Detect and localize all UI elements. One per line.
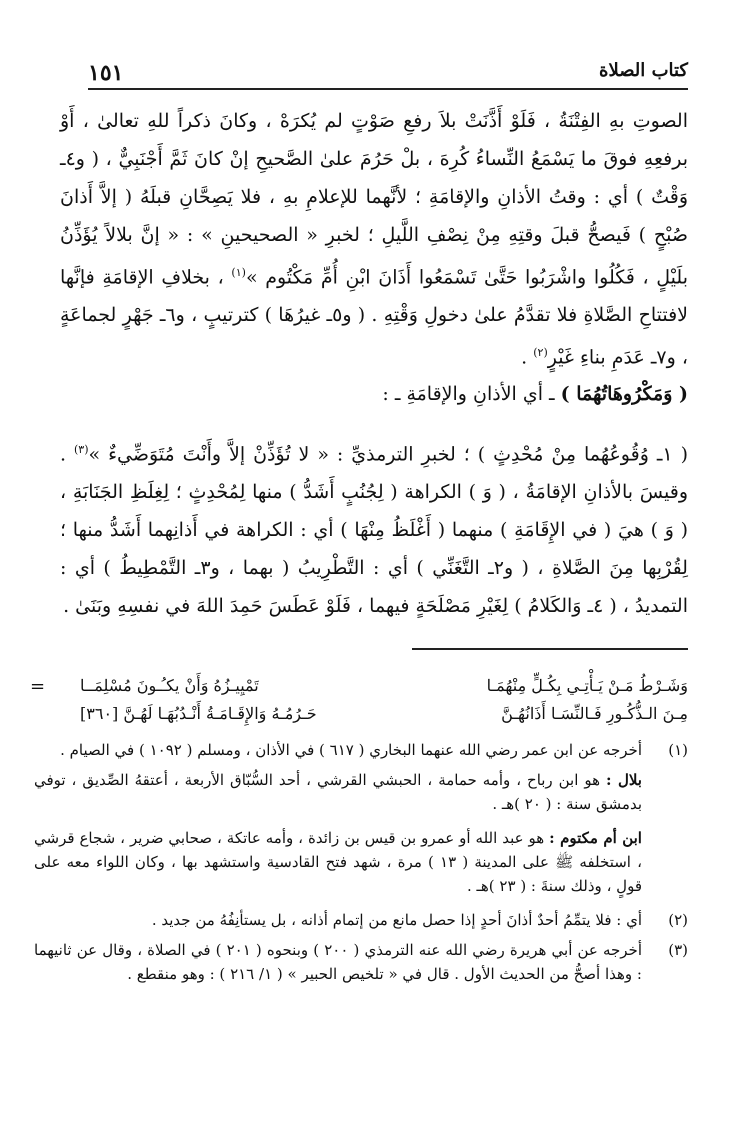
verse-hemistich-first: وَشَـرْطُ مَـنْ يَـأْتِـي بِكُـلٍّ مِنْهُمَـا [486, 676, 688, 695]
paragraph-text: ( ١ـ وُقُوعُهُما مِنْ مُحْدِثٍ ) ؛ لخبرِ الترمذيِّ : « لا تُؤَذِّنْ إلاَّ وأَنْتَ مُتَوَضِّيءٌ » [88, 442, 688, 465]
footnote-number: (٢) [668, 911, 688, 929]
paragraph-end: . [521, 346, 528, 369]
paragraph-makruhat [60, 431, 688, 625]
biography-bilal [34, 768, 642, 816]
paragraph-text: . وقيسَ بالأذانِ الإقامَةُ ، ( وَ ) الكراهة ( لِجُنُبٍ أَشَدُّ ) منها لِمُحْدِثٍ ؛ لِغِلَظِ الجَنَابَةِ ، ( وَ ) هيَ ( في الإِقَامَةِ ) منهما ( أَغْلَظُ مِنْهَا ) أي : الكراهة في أَذانِهما أَشَدُّ منها ؛ لِقُرْبِها مِنَ الصَّلاةِ ، ( و٢ـ التَّغَنِّي ) أي : التَّطْرِيبُ ( بهما ، و٣ـ التَّمْطِيطُ ) أي : التمديدُ ، ( ٤ـ وَالكَلامُ ) لِغَيْرِ مَصْلَحَةٍ فيهما ، فَلَوْ عَطَسَ حَمِدَ اللهَ في نفسِهِ وبَنَىٰ . [60, 442, 688, 617]
paragraph-text: ، بخلافِ الإقامَةِ فإنَّها لافتتاحِ الصَّلاةِ فلا تقدَّمُ علىٰ دخولِ وَقْتِهِ . ( و٥ـ غيرُهَا ) كترتيبٍ ، و٦ـ جَهْرٍ لجماعَةٍ ، و٧ـ عَدَمِ بناءِ غَيْرٍ [60, 266, 689, 369]
verse-line [80, 700, 688, 728]
footnote-3 [34, 938, 688, 986]
footnote-ref-3: (٣) [74, 442, 89, 456]
verse-hemistich-first: مِـنَ الـذُّكُـورِ فَـالنِّسَـا أَذَانُهُـنَّ [501, 704, 688, 723]
continuation-marker: = [30, 676, 46, 697]
heading-title: ( وَمَكْرُوهَاتُهُمَا ) [560, 382, 688, 405]
verse-block [80, 672, 688, 728]
verse-hemistich-second: تَمْيِيـزُهُ وَأَنْ يكـُـونَ مُسْلِمَــا [80, 676, 259, 695]
footnote-ref-1: (١) [231, 266, 246, 279]
biography-ibn-umm-maktum [34, 826, 642, 898]
footnote-1 [34, 738, 688, 762]
footnotes [34, 738, 688, 992]
footnote-ref-2: (٢) [533, 346, 548, 360]
biography-name: ابن أم مكتوم : [549, 829, 642, 847]
biography-text: هو عبد الله أو عمرو بن قيس بن زائدة ، وأمه عاتكة ، صحابي ضرير ، شجاع قرشي ، استخلفه ﷺ على المدينة ( ١٣ ) مرة ، شهد فتح القادسية واستشهد بها ، وكان اللواء معه على قولٍ ، وذلك سنةَ : ( ٢٣ )هـ . [34, 829, 642, 895]
heading-subtitle: ـ أي الأذانِ والإقامَةِ ـ : [382, 382, 555, 405]
biography-text: هو ابن رباح ، وأمه حمامة ، الحبشي القرشي ، أحد السُّبّاق الأربعة ، أعتقهُ الصِّديق ، توفي بدمشق سنة : ( ٢٠ )هـ . [34, 771, 642, 813]
footnote-text: أخرجه عن ابن عمر رضي الله عنهما البخاري ( ٦١٧ ) في الأذان ، ومسلم ( ١٠٩٢ ) في الصيام . [60, 741, 642, 759]
biography-name: بلال : [606, 771, 642, 789]
main-text [60, 102, 688, 625]
verse-line [80, 672, 688, 700]
page-number: ١٥١ [88, 60, 124, 86]
footnote-number: (٣) [668, 941, 688, 959]
footnote-text: أخرجه عن أبي هريرة رضي الله عنه الترمذي ( ٢٠٠ ) وبنحوه ( ٢٠١ ) في الصلاة ، وقال عن ثانيهما : وهذا أصحُّ من الحديث الأول . قال في « تلخيص الحبير » ( ١/ ٢١٦ ) : وهو منقطع . [34, 941, 642, 983]
verse-hemistich-second: حَـرُمُـهُ وَالإِقَـامَـةُ أَنْـدُبُهَـا لَهُـنَّ [٣٦٠] [80, 704, 317, 723]
running-header [88, 58, 688, 90]
footnote-text: أي : فلا يتمِّمُ أحدٌ أذانَ أحدٍ إذا حصل مانع من إتمام أذانه ، بل يستأنِفُهُ من جديد . [151, 911, 642, 929]
footnote-number: (١) [668, 741, 688, 759]
book-title: كتاب الصلاة [599, 60, 688, 81]
section-heading [60, 377, 688, 411]
footnote-separator [412, 648, 688, 650]
footnote-2 [34, 908, 688, 932]
paragraph-conditions [60, 102, 688, 377]
paragraph-text: الصوتِ بهِ الفِتْنَةُ ، فَلَوْ أَذَّنَتْ بلاَ رفعِ صَوْتٍ لم يُكرَهْ ، وكانَ ذكراً للهِ تعالىٰ ، أَوْ برفعِهِ فوقَ ما يَسْمَعُ النِّساءُ كُرِهَ ، بلْ حَرُمَ علىٰ الصَّحيحِ إنْ كانَ ثَمَّ أَجْنَبِيٌّ ، ( و٤ـ وَقْتٌ ) أي : وقتُ الأذانِ والإقامَةِ ؛ لأنَّهما للإعلامِ بهِ ، فلا يَصِحَّانِ قبلَهُ ( إلاَّ أَذانَ صُبْحٍ ) فَيصحُّ قبلَ وقتِهِ مِنْ نِصْفِ اللَّيلِ ؛ لخبرِ « الصحيحينِ » : « إنَّ بلالاً يُؤَذِّنُ بلَيْلٍ ، فَكُلُوا واشْرَبُوا حَتَّىٰ تَسْمَعُوا أَذَانَ ابْنِ أُمِّ مَكْتُوم » [60, 110, 688, 289]
